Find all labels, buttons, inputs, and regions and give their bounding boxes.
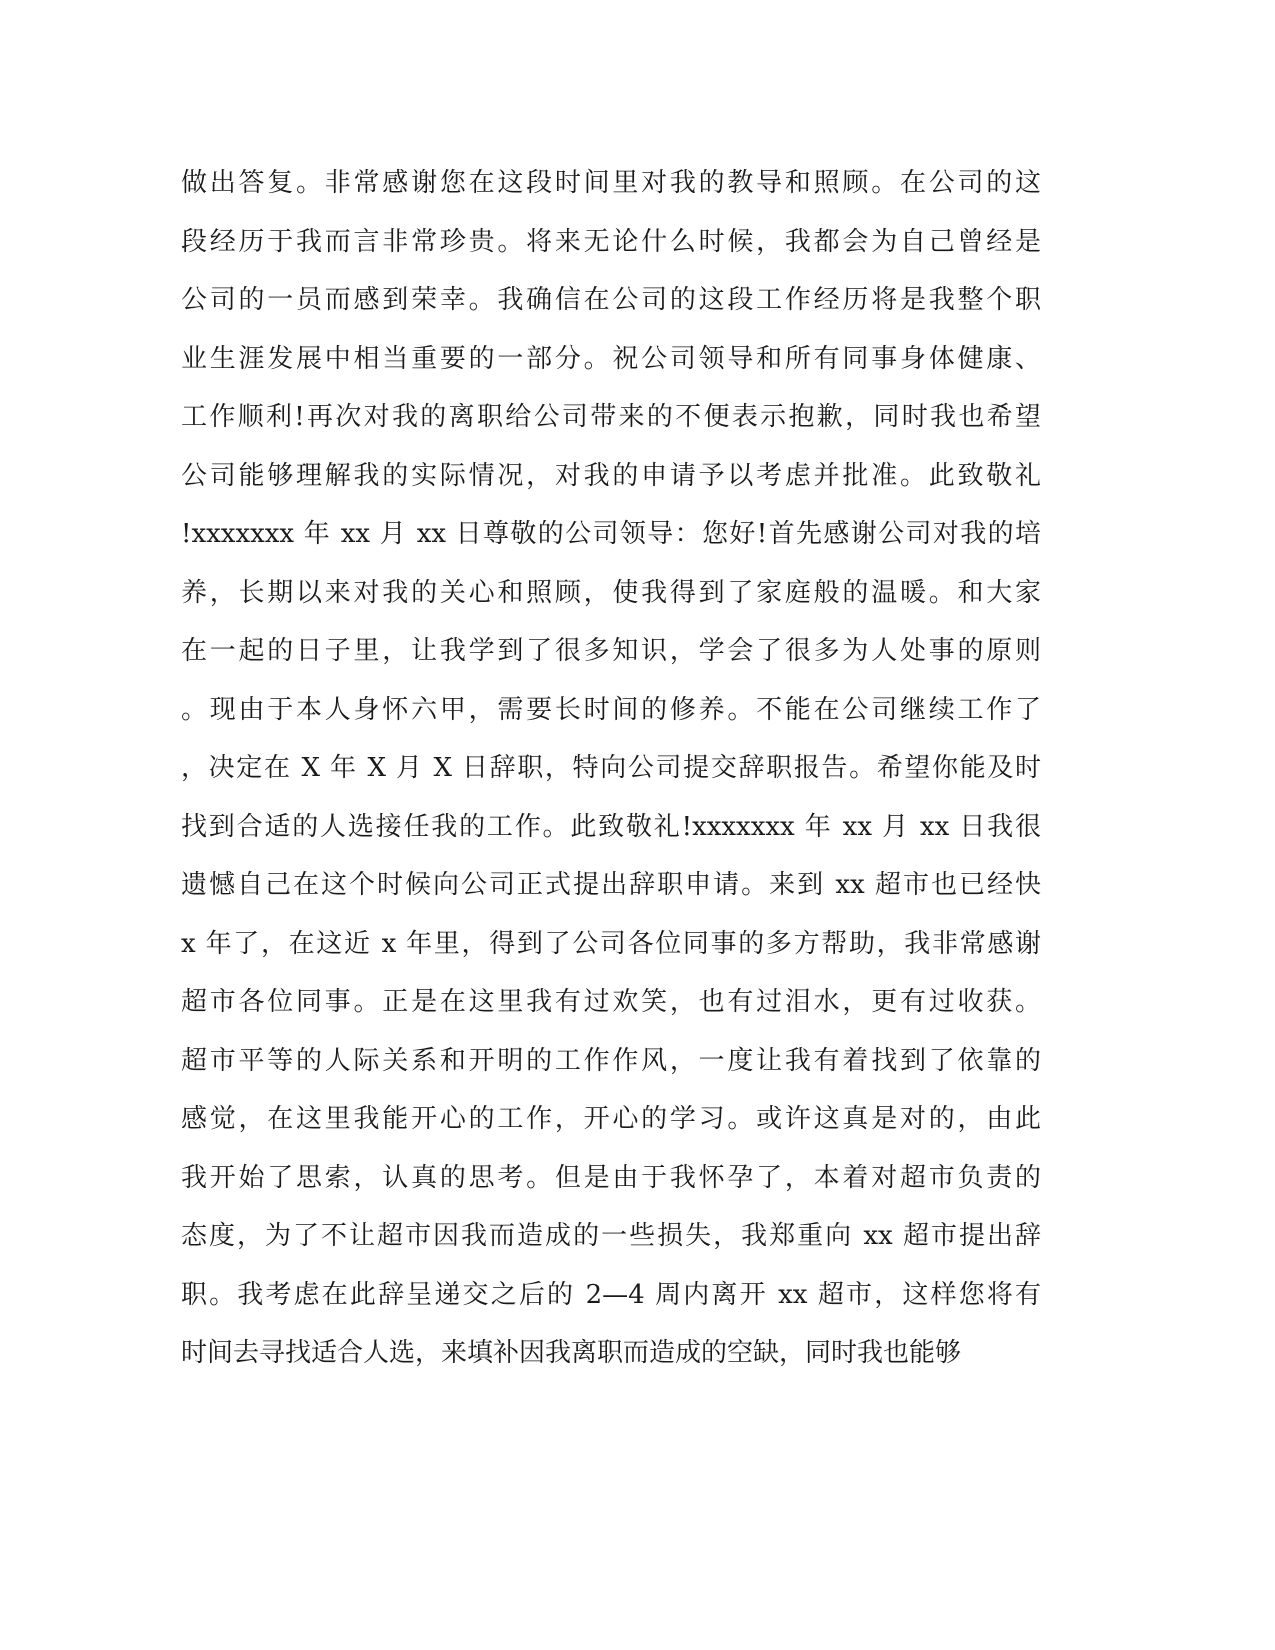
text-line: 感觉，在这里我能开心的工作，开心的学习。或许这真是对的，由此 <box>181 1104 1041 1134</box>
text-line: 超市各位同事。正是在这里我有过欢笑，也有过泪水，更有过收获。 <box>181 987 1041 1017</box>
text-line: ，决定在 X 年 X 月 X 日辞职，特向公司提交辞职报告。希望你能及时 <box>181 753 1041 783</box>
text-line: 做出答复。非常感谢您在这段时间里对我的教导和照顾。在公司的这 <box>181 168 1041 198</box>
text-line: 遗憾自己在这个时候向公司正式提出辞职申请。来到 xx 超市也已经快 <box>181 870 1041 900</box>
text-line: 在一起的日子里，让我学到了很多知识，学会了很多为人处事的原则 <box>181 636 1041 666</box>
text-line: 公司能够理解我的实际情况，对我的申请予以考虑并批准。此致敬礼 <box>181 460 1041 491</box>
text-line: 公司的一员而感到荣幸。我确信在公司的这段工作经历将是我整个职 <box>181 285 1041 315</box>
text-line: 我开始了思索，认真的思考。但是由于我怀孕了，本着对超市负责的 <box>181 1162 1041 1193</box>
text-line: 养，长期以来对我的关心和照顾，使我得到了家庭般的温暖。和大家 <box>181 577 1041 608</box>
text-line: 业生涯发展中相当重要的一部分。祝公司领导和所有同事身体健康、 <box>181 343 1041 374</box>
text-line: x 年了，在这近 x 年里，得到了公司各位同事的多方帮助，我非常感谢 <box>181 928 1041 959</box>
text-line: 职。我考虑在此辞呈递交之后的 2—4 周内离开 xx 超市，这样您将有 <box>181 1279 1041 1310</box>
text-line: 段经历于我而言非常珍贵。将来无论什么时候，我都会为自己曾经是 <box>181 226 1041 257</box>
text-line: 。现由于本人身怀六甲，需要长时间的修养。不能在公司继续工作了 <box>181 694 1041 725</box>
text-line: 找到合适的人选接任我的工作。此致敬礼!xxxxxxx 年 xx 月 xx 日我很 <box>181 811 1041 842</box>
text-line: 超市平等的人际关系和开明的工作作风，一度让我有着找到了依靠的 <box>181 1045 1041 1076</box>
text-line: 态度，为了不让超市因我而造成的一些损失，我郑重向 xx 超市提出辞 <box>181 1221 1041 1251</box>
document-body <box>181 154 1041 1383</box>
text-line: 工作顺利!再次对我的离职给公司带来的不便表示抱歉，同时我也希望 <box>181 402 1041 432</box>
text-line: !xxxxxxx 年 xx 月 xx 日尊敬的公司领导：您好!首先感谢公司对我的培 <box>181 519 1041 549</box>
text-line: 时间去寻找适合人选，来填补因我离职而造成的空缺，同时我也能够 <box>181 1338 962 1368</box>
